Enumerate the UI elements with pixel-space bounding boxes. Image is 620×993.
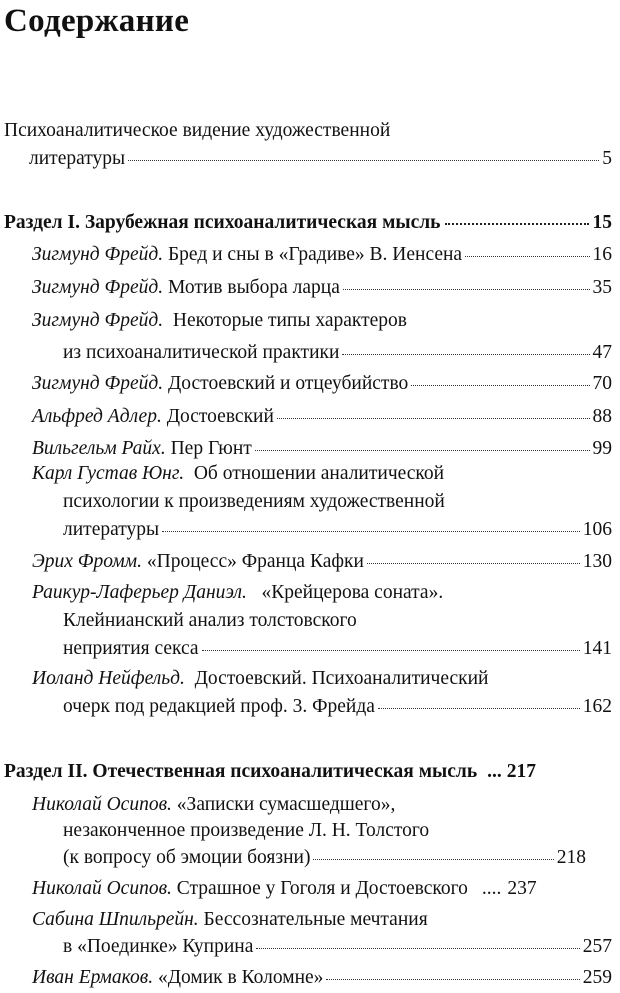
entry-title-cont: незаконченное произведение Л. Н. Толстого [63,820,430,841]
toc-entry-line1[interactable] [32,791,395,819]
entry-title: «Домик в Коломне» [157,967,324,988]
entry-author: Зигмунд Фрейд. [32,310,164,331]
toc-entry-line1[interactable] [32,460,444,488]
toc-page-number: 237 [507,878,537,899]
toc-page-number: 15 [592,212,612,233]
toc-entry[interactable] [63,635,612,663]
entry-title: Страшное у Гоголя и Достоевского [176,878,468,899]
page-title: Содержание [4,3,190,39]
toc-entry[interactable] [32,403,612,431]
toc-entry[interactable] [32,435,612,463]
toc-entry[interactable] [63,339,612,367]
entry-title: «Крейцерова соната». [261,582,444,603]
dot-leader [367,545,580,564]
toc-entry[interactable] [63,933,612,961]
dot-leader [128,142,599,161]
toc-page-number: 217 [506,761,537,782]
toc-entry-line1[interactable] [32,579,443,607]
entry-author: Иван Ермаков. [32,967,154,988]
entry-title-cont: в «Поединке» Куприна [63,936,254,957]
entry-title: Некоторые типы характеров [172,310,407,331]
dot-leader [343,271,590,290]
toc-page-number: 130 [582,551,612,572]
entry-author: Альфред Адлер. [32,406,162,427]
entry-title-cont: Клейнианский анализ толстовского [63,610,357,631]
section2-leader: ... [487,761,502,782]
toc-section2-row[interactable] [4,758,612,786]
toc-page-number: 88 [592,406,612,427]
toc-entry[interactable] [32,274,612,302]
dot-leader [162,513,580,532]
dot-leader [256,930,579,949]
toc-page-number: 5 [602,148,612,169]
toc-entry[interactable] [63,516,612,544]
entry-title-cont: из психоаналитической практики [63,342,340,363]
toc-page-number: 257 [582,936,612,957]
toc-page-number: 47 [592,342,612,363]
toc-page-number: 162 [582,696,612,717]
dot-leader [445,205,589,225]
toc-intro-row[interactable] [29,145,612,173]
dot-leader [342,336,589,355]
entry-title-cont: (к вопросу об эмоции боязни) [63,847,311,868]
entry-title: Достоевский и отцеубийство [167,373,409,394]
entry-author: Николай Осипов. [32,794,172,815]
entry-author: Вильгельм Райх. [32,438,166,459]
dot-leader [313,841,553,860]
entry-title-cont: литературы [63,519,160,540]
entry-leader: .... [481,878,502,899]
toc-section1-row[interactable] [4,208,612,236]
entry-title: Об отношении аналитической [193,463,445,484]
entry-author: Эрих Фромм. [32,551,143,572]
toc-entry[interactable] [63,844,586,872]
entry-author: Сабина Шпильрейн. [32,909,199,930]
dot-leader [202,632,580,651]
toc-page-number: 16 [592,244,612,265]
toc-entry[interactable] [32,241,612,269]
entry-author: Зигмунд Фрейд. [32,277,164,298]
dot-leader [378,690,580,709]
entry-author: Зигмунд Фрейд. [32,373,164,394]
entry-title: Бред и сны в «Градиве» В. Иенсена [167,244,463,265]
entry-title: Пер Гюнт [170,438,252,459]
toc-entry-line1[interactable] [32,665,489,693]
toc-page-number: 259 [582,967,612,988]
toc-entry[interactable] [32,964,612,992]
toc-page-number: 218 [556,847,586,868]
entry-author: Иоланд Нейфельд. [32,668,185,689]
entry-title: «Процесс» Франца Кафки [146,551,364,572]
toc-page-number: 99 [592,438,612,459]
dot-leader [411,367,589,386]
entry-author: Зигмунд Фрейд. [32,244,164,265]
entry-author: Николай Осипов. [32,878,172,899]
dot-leader [277,400,590,419]
entry-title-cont: психологии к произведениям художественной [63,491,445,512]
section2-title: Раздел II. Отечественная психоаналитическая мысль [4,761,478,782]
entry-title-cont: неприятия секса [63,638,199,659]
entry-author: Раикур-Лаферьер Даниэл. [32,582,247,603]
dot-leader [465,238,589,257]
toc-entry[interactable] [32,548,612,576]
toc-page-number: 141 [582,638,612,659]
entry-title: Мотив выбора ларца [167,277,340,298]
entry-title: Достоевский [166,406,274,427]
entry-title-cont: очерк под редакцией проф. 3. Фрейда [63,696,375,717]
toc-page-number: 106 [582,519,612,540]
entry-title: Бессознательные мечтания [203,909,428,930]
dot-leader [326,961,579,980]
section1-title: Раздел I. Зарубежная психоаналитическая мысль [4,212,441,233]
entry-author: Карл Густав Юнг. [32,463,185,484]
toc-page-number: 35 [592,277,612,298]
toc-entry[interactable] [32,370,612,398]
entry-title: «Записки сумасшедшего», [176,794,396,815]
dot-leader [255,432,590,451]
toc-page-number: 70 [592,373,612,394]
toc-entry[interactable] [32,875,612,903]
toc-intro-line1[interactable]: Психоаналитическое видение художественной [4,120,391,141]
toc-intro-line2: литературы [29,148,126,169]
toc-entry-line1[interactable] [32,307,407,335]
entry-title: Достоевский. Психоаналитический [194,668,489,689]
toc-entry[interactable] [63,693,612,721]
